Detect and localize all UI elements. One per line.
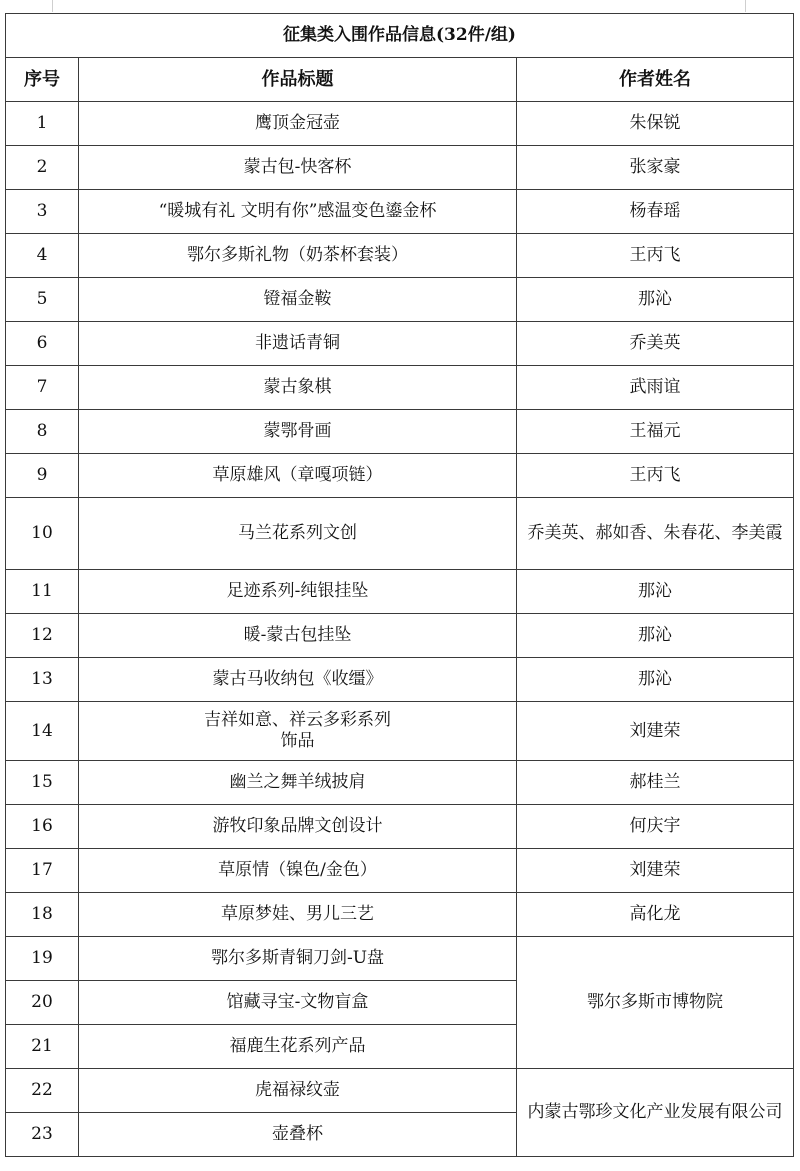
- row-no: 5: [6, 278, 79, 322]
- row-no: 22: [6, 1069, 79, 1113]
- row-author: 乔美英: [517, 322, 794, 366]
- row-title: 鄂尔多斯礼物（奶茶杯套装）: [79, 234, 517, 278]
- row-author: 杨春瑶: [517, 190, 794, 234]
- table-row: [6, 498, 794, 570]
- row-author: 何庆宇: [517, 805, 794, 849]
- row-author: 王福元: [517, 410, 794, 454]
- row-no: 7: [6, 366, 79, 410]
- row-title: 草原梦娃、男儿三艺: [79, 893, 517, 937]
- table-row: [6, 454, 794, 498]
- table-row: [6, 322, 794, 366]
- row-no: 13: [6, 658, 79, 702]
- table-row: [6, 761, 794, 805]
- row-no: 15: [6, 761, 79, 805]
- row-author: 那沁: [517, 658, 794, 702]
- table-row: [6, 146, 794, 190]
- row-author: 朱保锐: [517, 102, 794, 146]
- row-no: 4: [6, 234, 79, 278]
- table-row: [6, 805, 794, 849]
- row-title: 足迹系列-纯银挂坠: [79, 570, 517, 614]
- table-row: [6, 190, 794, 234]
- row-no: 18: [6, 893, 79, 937]
- header-no: 序号: [6, 58, 79, 102]
- row-title: 幽兰之舞羊绒披肩: [79, 761, 517, 805]
- row-no: 19: [6, 937, 79, 981]
- row-title: 镫福金鞍: [79, 278, 517, 322]
- row-no: 11: [6, 570, 79, 614]
- table-row: [6, 1069, 794, 1113]
- row-no: 21: [6, 1025, 79, 1069]
- row-no: 10: [6, 498, 79, 570]
- header-author: 作者姓名: [517, 58, 794, 102]
- table-row: [6, 234, 794, 278]
- row-title: 马兰花系列文创: [79, 498, 517, 570]
- row-no: 9: [6, 454, 79, 498]
- row-author: 武雨谊: [517, 366, 794, 410]
- table-title-row: [6, 14, 794, 58]
- row-title: 蒙鄂骨画: [79, 410, 517, 454]
- row-title: 草原情（镍色/金色）: [79, 849, 517, 893]
- table-row: [6, 570, 794, 614]
- row-title: 福鹿生花系列产品: [79, 1025, 517, 1069]
- row-author: 王丙飞: [517, 454, 794, 498]
- row-title: 暖-蒙古包挂坠: [79, 614, 517, 658]
- page-guide-left: [52, 0, 53, 12]
- row-no: 16: [6, 805, 79, 849]
- row-no: 12: [6, 614, 79, 658]
- row-title: 虎福禄纹壶: [79, 1069, 517, 1113]
- header-title: 作品标题: [79, 58, 517, 102]
- table-row: [6, 849, 794, 893]
- row-author: 那沁: [517, 614, 794, 658]
- row-title: 吉祥如意、祥云多彩系列饰品: [79, 702, 517, 761]
- row-title: 草原雄风（章嘎项链）: [79, 454, 517, 498]
- table-row: [6, 410, 794, 454]
- row-author: 高化龙: [517, 893, 794, 937]
- row-title: 壶叠杯: [79, 1113, 517, 1157]
- table-row: [6, 658, 794, 702]
- row-no: 1: [6, 102, 79, 146]
- table-row: [6, 702, 794, 761]
- row-author: 郝桂兰: [517, 761, 794, 805]
- row-no: 20: [6, 981, 79, 1025]
- row-author: 乔美英、郝如香、朱春花、李美霞: [517, 498, 794, 570]
- page-guide-right: [745, 0, 746, 12]
- row-title: 蒙古象棋: [79, 366, 517, 410]
- row-author: 刘建荣: [517, 849, 794, 893]
- row-no: 3: [6, 190, 79, 234]
- row-title: 蒙古包-快客杯: [79, 146, 517, 190]
- row-author: 刘建荣: [517, 702, 794, 761]
- row-author-merged: 鄂尔多斯市博物院: [517, 937, 794, 1069]
- table-row: [6, 614, 794, 658]
- row-author: 那沁: [517, 278, 794, 322]
- row-title: 鄂尔多斯青铜刀剑-U盘: [79, 937, 517, 981]
- row-author: 王丙飞: [517, 234, 794, 278]
- row-title: 游牧印象品牌文创设计: [79, 805, 517, 849]
- row-no: 8: [6, 410, 79, 454]
- table-row: [6, 937, 794, 981]
- row-title: 非遗话青铜: [79, 322, 517, 366]
- table-row: [6, 102, 794, 146]
- row-author-merged: 内蒙古鄂珍文化产业发展有限公司: [517, 1069, 794, 1157]
- row-title: 蒙古马收纳包《收缰》: [79, 658, 517, 702]
- row-title: “暖城有礼 文明有你”感温变色鎏金杯: [79, 190, 517, 234]
- table-row: [6, 278, 794, 322]
- row-no: 14: [6, 702, 79, 761]
- header-row: [6, 58, 794, 102]
- table-row: [6, 893, 794, 937]
- table-title: 征集类入围作品信息(32件/组): [6, 14, 794, 58]
- row-title: 鹰顶金冠壶: [79, 102, 517, 146]
- row-author: 张家豪: [517, 146, 794, 190]
- row-no: 6: [6, 322, 79, 366]
- row-no: 17: [6, 849, 79, 893]
- row-title: 馆藏寻宝-文物盲盒: [79, 981, 517, 1025]
- row-no: 2: [6, 146, 79, 190]
- entries-table: [5, 13, 794, 1157]
- row-author: 那沁: [517, 570, 794, 614]
- table-row: [6, 366, 794, 410]
- row-no: 23: [6, 1113, 79, 1157]
